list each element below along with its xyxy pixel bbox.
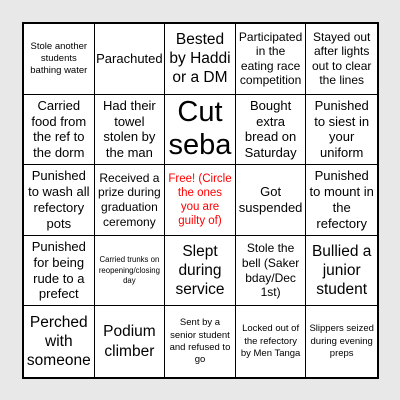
bingo-cell[interactable]: Slippers seized during evening preps bbox=[309, 323, 374, 359]
bingo-cell[interactable]: Locked out of the refectory by Men Tanga bbox=[236, 306, 307, 377]
bingo-card bbox=[22, 22, 379, 379]
bingo-cell[interactable]: Participated in the eating race competition bbox=[236, 24, 307, 95]
bingo-cell[interactable]: Sent by a senior student and refused to go bbox=[165, 306, 236, 377]
free-space-cell[interactable]: Free! (Circle the ones you are guilty of) bbox=[165, 165, 236, 236]
bingo-cell[interactable]: Carried food from the ref to the dorm bbox=[24, 95, 95, 166]
bingo-cell[interactable]: Stole the bell (Saker bday/Dec 1st) bbox=[236, 236, 307, 307]
bingo-cell[interactable]: Punished to siest in your uniform bbox=[306, 95, 377, 166]
bingo-cell[interactable]: Bought extra bread on Saturday bbox=[236, 95, 307, 166]
bingo-cell[interactable]: Received a prize during graduation ceremony bbox=[95, 165, 166, 236]
bingo-cell[interactable]: Punished to wash all refectory pots bbox=[24, 165, 95, 236]
bingo-cell[interactable]: Carried trunks on reopening/closing day bbox=[95, 236, 166, 307]
bingo-cell[interactable]: Perched with someone bbox=[24, 306, 95, 377]
bingo-cell[interactable]: Cut seba bbox=[165, 95, 236, 166]
bingo-cell[interactable]: Bullied a junior student bbox=[306, 236, 377, 307]
bingo-cell[interactable]: Punished for being rude to a prefect bbox=[24, 236, 95, 307]
bingo-cell[interactable]: Stole another students bathing water bbox=[24, 24, 95, 95]
bingo-cell[interactable]: Podium climber bbox=[95, 306, 166, 377]
bingo-cell[interactable]: Slept during service bbox=[165, 236, 236, 307]
bingo-cell[interactable]: Had their towel stolen by the man bbox=[95, 95, 166, 166]
bingo-cell[interactable]: Bested by Haddi or a DM bbox=[165, 24, 236, 95]
bingo-cell[interactable]: Stayed out after lights out to clear the lines bbox=[306, 24, 377, 95]
bingo-cell[interactable]: Got suspended bbox=[236, 165, 307, 236]
bingo-cell[interactable]: Punished to mount in the refectory bbox=[306, 165, 377, 236]
bingo-cell[interactable]: Parachuted bbox=[95, 24, 166, 95]
